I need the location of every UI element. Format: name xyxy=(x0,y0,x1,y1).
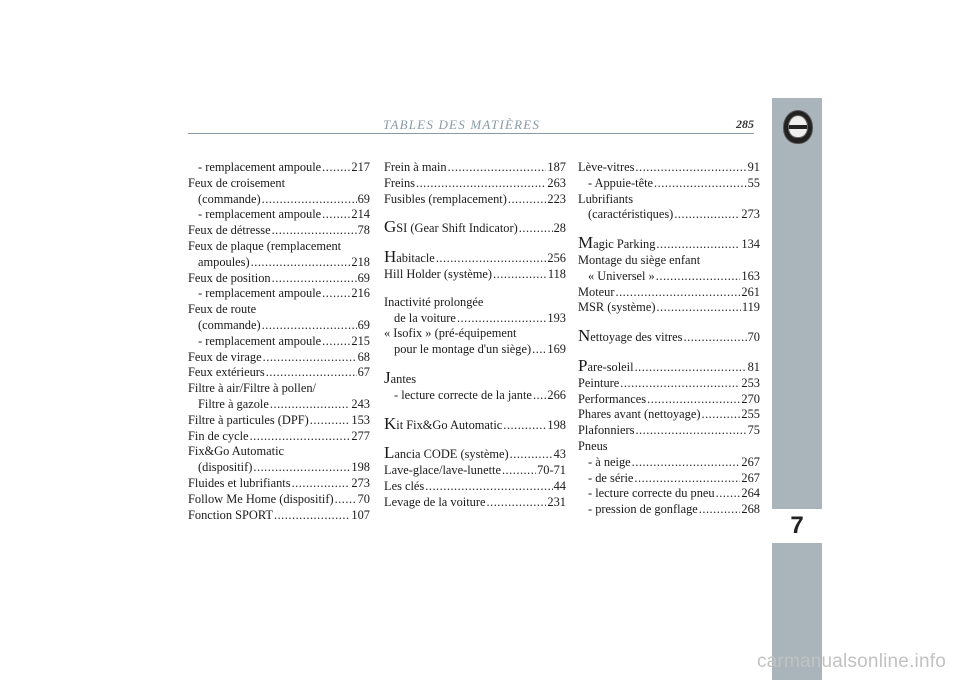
index-entry xyxy=(188,492,370,508)
dot-leader xyxy=(656,237,740,253)
index-entry xyxy=(578,502,760,518)
header-title: TABLES DES MATIÈRES xyxy=(383,117,541,132)
index-page-number: 69 xyxy=(357,317,370,332)
index-page-number: 231 xyxy=(547,494,566,509)
dot-leader xyxy=(335,492,357,508)
index-entry-text: - lecture correcte du pneu xyxy=(588,486,715,501)
index-entry-text: Feux de route xyxy=(188,302,257,317)
index-page-number: 70-71 xyxy=(537,463,566,478)
index-entry xyxy=(188,350,370,366)
index-page-number: 169 xyxy=(547,342,566,357)
index-entry xyxy=(188,460,370,476)
dot-leader xyxy=(292,476,351,492)
index-page-number: 267 xyxy=(741,470,760,485)
index-page-number: 255 xyxy=(741,407,760,422)
index-entry xyxy=(578,285,760,301)
index-page-number: 70 xyxy=(357,491,370,506)
dot-leader xyxy=(620,376,740,392)
index-entry-text: Fonction SPORT xyxy=(188,507,273,522)
index-page-number: 198 xyxy=(547,417,566,432)
index-entry-text: Pare-soleil xyxy=(578,355,634,375)
index-page-number: 193 xyxy=(547,310,566,325)
index-entry-text: « Isofix » (pré-équipement xyxy=(384,326,517,341)
index-page-number: 134 xyxy=(741,237,760,252)
dot-leader xyxy=(487,495,547,511)
dot-leader xyxy=(654,176,747,192)
index-entry-text: ampoules) xyxy=(198,254,250,269)
index-entry xyxy=(578,300,760,316)
index-entry xyxy=(578,407,760,423)
index-entry xyxy=(188,334,370,350)
dot-leader xyxy=(322,207,350,223)
index-entry xyxy=(384,160,566,176)
index-page-number: 198 xyxy=(351,460,370,475)
index-entry-text: Fluides et lubrifiants xyxy=(188,475,291,490)
dot-leader xyxy=(510,447,553,463)
index-label xyxy=(578,192,760,208)
index-entry xyxy=(384,463,566,479)
dot-leader xyxy=(250,429,351,445)
index-page-number: 153 xyxy=(351,412,370,427)
index-column-2 xyxy=(384,160,566,511)
dot-leader xyxy=(532,342,546,358)
dot-leader xyxy=(656,269,741,285)
index-entry xyxy=(188,476,370,492)
index-page-number: 78 xyxy=(357,223,370,238)
section-spacer xyxy=(384,433,566,445)
index-entry-text: Feux de position xyxy=(188,270,271,285)
dot-leader xyxy=(716,486,741,502)
section-spacer xyxy=(384,283,566,295)
index-entry xyxy=(578,355,760,376)
index-entry-text: Plafonniers xyxy=(578,423,635,438)
index-page-number: 223 xyxy=(547,191,566,206)
index-entry-text: (caractéristiques) xyxy=(588,207,674,222)
index-entry xyxy=(188,413,370,429)
dot-leader xyxy=(684,330,747,346)
index-entry xyxy=(188,223,370,239)
dot-leader xyxy=(701,407,740,423)
dot-leader xyxy=(635,160,746,176)
index-entry-text: Les clés xyxy=(384,478,425,493)
index-page-number: 263 xyxy=(547,175,566,190)
dot-leader xyxy=(253,460,350,476)
index-label xyxy=(188,381,370,397)
index-column-1 xyxy=(188,160,370,523)
dot-leader xyxy=(674,207,740,223)
index-page-number: 215 xyxy=(351,333,370,348)
lancia-logo-icon xyxy=(783,110,813,144)
index-entry xyxy=(578,160,760,176)
index-page-number: 256 xyxy=(547,251,566,266)
index-entry-text: - remplacement ampoule xyxy=(198,207,322,222)
index-entry xyxy=(188,365,370,381)
index-page-number: 277 xyxy=(351,428,370,443)
index-entry-text: Peinture xyxy=(578,375,620,390)
index-entry xyxy=(384,267,566,283)
section-spacer xyxy=(578,346,760,358)
index-entry-text: Lave-glace/lave-lunette xyxy=(384,463,501,478)
index-entry-text: Feux de virage xyxy=(188,349,262,364)
index-entry xyxy=(384,413,566,434)
dot-leader xyxy=(322,286,350,302)
index-page-number: 270 xyxy=(741,391,760,406)
dot-leader xyxy=(647,392,740,408)
section-spacer xyxy=(384,237,566,249)
index-page-number: 217 xyxy=(351,160,370,174)
index-entry-text: Feux de détresse xyxy=(188,223,271,238)
index-entry-text: Phares avant (nettoyage) xyxy=(578,407,701,422)
index-page-number: 253 xyxy=(741,375,760,390)
index-entry xyxy=(578,423,760,439)
index-page-number: 28 xyxy=(553,221,566,236)
index-entry-text: Filtre à particules (DPF) xyxy=(188,412,309,427)
dot-leader xyxy=(635,423,746,439)
index-entry xyxy=(384,495,566,511)
dot-leader xyxy=(615,285,740,301)
index-page-number: 118 xyxy=(547,266,566,281)
dot-leader xyxy=(502,463,536,479)
index-entry-text: (commande) xyxy=(198,191,261,206)
index-page-number: 68 xyxy=(357,349,370,364)
index-entry-text: - de série xyxy=(588,470,634,485)
index-entry-text: - remplacement ampoule xyxy=(198,286,322,301)
index-entry xyxy=(188,192,370,208)
index-entry-text: Levage de la voiture xyxy=(384,494,486,509)
index-page-number: 267 xyxy=(741,454,760,469)
index-entry-text: Fix&Go Automatic xyxy=(188,444,285,459)
index-entry-text: Inactivité prolongée xyxy=(384,294,484,309)
dot-leader xyxy=(274,508,350,524)
index-entry xyxy=(578,176,760,192)
index-entry xyxy=(578,328,760,346)
chapter-number: 7 xyxy=(790,512,804,539)
page-header xyxy=(188,115,754,135)
dot-leader xyxy=(251,255,351,271)
dot-leader xyxy=(699,502,741,518)
index-entry xyxy=(578,486,760,502)
index-entry-text: Jantes xyxy=(384,367,417,387)
index-entry-text: - Appuie-tête xyxy=(588,175,654,190)
index-entry xyxy=(578,269,760,285)
index-entry xyxy=(188,429,370,445)
dot-leader xyxy=(448,160,547,176)
dot-leader xyxy=(310,413,351,429)
index-page-number: 264 xyxy=(741,486,760,501)
index-page-number: 119 xyxy=(741,300,760,315)
dot-leader xyxy=(272,271,357,287)
index-entry-text: Feux extérieurs xyxy=(188,365,265,380)
index-entry xyxy=(578,392,760,408)
index-label xyxy=(578,439,760,455)
index-entry-text: « Universel » xyxy=(588,268,655,283)
dot-leader xyxy=(533,388,546,404)
index-entry xyxy=(384,219,566,237)
index-entry-text: Filtre à gazole xyxy=(198,396,269,411)
index-entry-text: Lève-vitres xyxy=(578,160,635,174)
index-page-number: 81 xyxy=(747,359,760,374)
chapter-sidebar xyxy=(772,98,822,680)
index-entry-text: Hill Holder (système) xyxy=(384,266,493,281)
index-label xyxy=(384,367,566,388)
chapter-sidebar-bottom xyxy=(772,543,822,583)
dot-leader xyxy=(508,192,547,208)
index-entry-text: Feux de croisement xyxy=(188,175,286,190)
index-entry-text: Nettoyage des vitres xyxy=(578,326,683,346)
index-label xyxy=(188,176,370,192)
index-entry-text: GSI (Gear Shift Indicator) xyxy=(384,217,518,237)
dot-leader xyxy=(493,267,547,283)
index-page-number: 69 xyxy=(357,191,370,206)
dot-leader xyxy=(425,479,552,495)
index-entry xyxy=(384,445,566,463)
index-entry-text: Kit Fix&Go Automatic xyxy=(384,413,503,433)
dot-leader xyxy=(635,360,747,376)
dot-leader xyxy=(270,397,351,413)
dot-leader xyxy=(503,418,546,434)
index-entry-text: - remplacement ampoule xyxy=(198,160,322,174)
index-entry-text: Feux de plaque (remplacement xyxy=(188,238,342,253)
index-label xyxy=(578,253,760,269)
index-entry-text: - remplacement ampoule xyxy=(198,333,322,348)
index-column-3 xyxy=(578,160,760,518)
index-page-number: 107 xyxy=(351,507,370,522)
index-entry xyxy=(188,255,370,271)
index-page-number: 214 xyxy=(351,207,370,222)
section-spacer xyxy=(384,207,566,219)
index-entry xyxy=(384,311,566,327)
index-page-number: 91 xyxy=(747,160,760,174)
index-entry xyxy=(188,508,370,524)
index-entry-text: Habitacle xyxy=(384,247,435,267)
index-entry xyxy=(384,249,566,267)
dot-leader xyxy=(632,455,741,471)
dot-leader xyxy=(656,300,740,316)
dot-leader xyxy=(634,471,740,487)
index-entry-text: Frein à main xyxy=(384,160,447,174)
header-rule xyxy=(188,133,754,134)
index-entry xyxy=(384,479,566,495)
index-entry-text: Moteur xyxy=(578,284,615,299)
dot-leader xyxy=(457,311,546,327)
index-entry xyxy=(578,471,760,487)
index-label xyxy=(384,295,566,311)
dot-leader xyxy=(272,223,357,239)
index-label xyxy=(384,326,566,342)
index-entry xyxy=(384,192,566,208)
index-entry-text: - lecture correcte de la jante xyxy=(394,387,532,402)
dot-leader xyxy=(262,318,357,334)
chapter-tab xyxy=(772,509,822,543)
index-entry xyxy=(188,286,370,302)
dot-leader xyxy=(263,350,357,366)
index-label xyxy=(188,302,370,318)
index-entry-text: (commande) xyxy=(198,317,261,332)
index-entry-text: pour le montage d'un siège) xyxy=(394,342,532,357)
index-entry-text: (dispositif) xyxy=(198,460,253,475)
index-entry xyxy=(384,342,566,358)
index-entry-text: Pneus xyxy=(578,438,608,453)
dot-leader xyxy=(436,251,547,267)
index-entry xyxy=(578,235,760,253)
index-entry xyxy=(188,160,370,176)
dot-leader xyxy=(322,160,350,176)
index-entry xyxy=(188,271,370,287)
dot-leader xyxy=(322,334,350,350)
dot-leader xyxy=(519,221,553,237)
dot-leader xyxy=(416,176,546,192)
section-spacer xyxy=(384,358,566,370)
index-entry-text: - pression de gonflage xyxy=(588,502,698,517)
index-entry-text: Filtre à air/Filtre à pollen/ xyxy=(188,381,317,396)
index-entry-text: Follow Me Home (dispositif) xyxy=(188,491,334,506)
index-entry xyxy=(188,318,370,334)
index-page-number: 163 xyxy=(741,268,760,283)
section-spacer xyxy=(578,316,760,328)
index-entry-text: - à neige xyxy=(588,454,631,469)
index-entry-text: MSR (système) xyxy=(578,300,656,315)
dot-leader xyxy=(262,192,357,208)
index-entry-text: Lancia CODE (système) xyxy=(384,443,509,463)
index-entry xyxy=(578,376,760,392)
index-page-number: 266 xyxy=(547,387,566,402)
section-spacer xyxy=(384,404,566,416)
index-page-number: 218 xyxy=(351,254,370,269)
index-entry xyxy=(188,397,370,413)
index-entry xyxy=(578,455,760,471)
index-entry-text: Fin de cycle xyxy=(188,428,249,443)
index-page-number: 261 xyxy=(741,284,760,299)
index-entry-text: Magic Parking xyxy=(578,233,656,253)
index-page-number: 44 xyxy=(553,478,566,493)
index-entry xyxy=(578,207,760,223)
index-entry-text: Freins xyxy=(384,175,415,190)
index-page-number: 67 xyxy=(357,365,370,380)
watermark: carmanualsonline.info xyxy=(756,651,946,672)
index-label xyxy=(188,444,370,460)
index-entry xyxy=(188,207,370,223)
index-entry-text: Lubrifiants xyxy=(578,191,634,206)
index-page-number: 55 xyxy=(747,175,760,190)
index-page-number: 70 xyxy=(747,330,760,345)
section-spacer xyxy=(578,223,760,235)
index-entry-text: Performances xyxy=(578,391,647,406)
index-page-number: 69 xyxy=(357,270,370,285)
index-entry xyxy=(384,176,566,192)
index-entry xyxy=(384,388,566,404)
index-page-number: 216 xyxy=(351,286,370,301)
index-entry-text: Fusibles (remplacement) xyxy=(384,191,507,206)
index-page-number: 243 xyxy=(351,396,370,411)
index-page-number: 273 xyxy=(351,475,370,490)
page-number: 285 xyxy=(736,117,754,131)
index-page-number: 268 xyxy=(741,502,760,517)
index-entry-text: de la voiture xyxy=(394,310,456,325)
index-entry-text: Montage du siège enfant xyxy=(578,252,701,267)
dot-leader xyxy=(266,365,357,381)
index-page-number: 43 xyxy=(553,447,566,462)
index-page-number: 273 xyxy=(741,207,760,222)
index-page-number: 75 xyxy=(747,423,760,438)
index-label xyxy=(188,239,370,255)
index-page-number: 187 xyxy=(547,160,566,174)
